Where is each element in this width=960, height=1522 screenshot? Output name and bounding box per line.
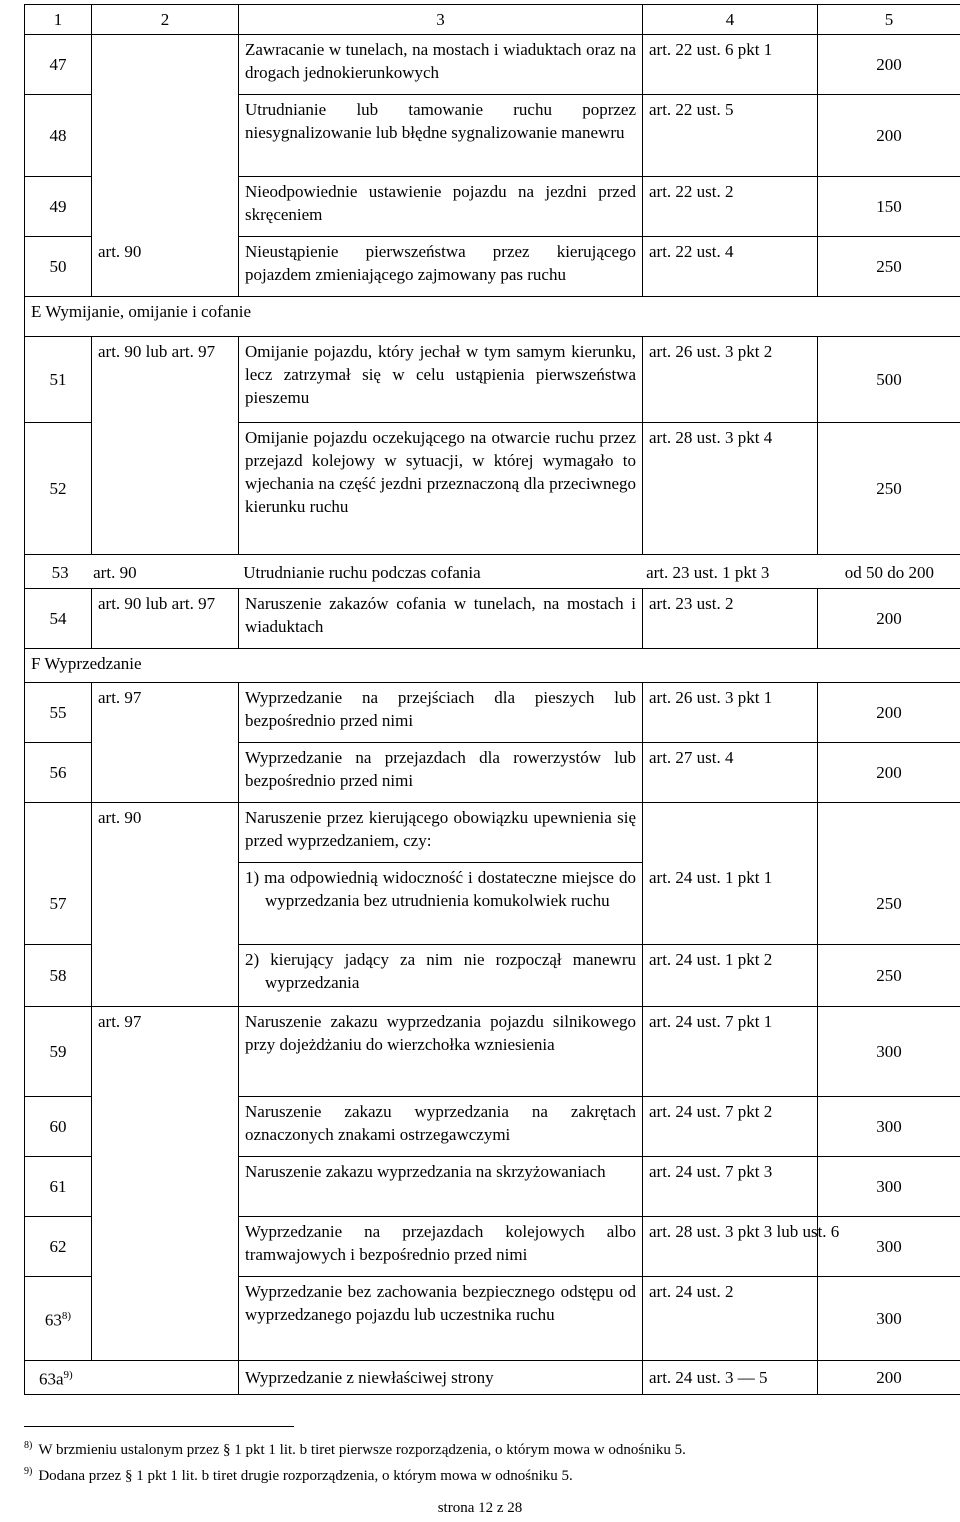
offence-description: Wyprzedzanie na przejściach dla pieszych lub bezpośrednio przed nimi [239, 683, 643, 743]
fine-amount: 250 [818, 863, 960, 945]
footnote-mark: 9) [24, 1466, 33, 1477]
row-number: 49 [25, 177, 92, 237]
legal-basis [92, 1277, 239, 1361]
offence-description: Omijanie pojazdu, który jechał w tym samym kierunku, lecz zatrzymał się w celu ustąpienia pierwszeństwa pieszemu [239, 337, 643, 423]
footnote-text: W brzmieniu ustalonym przez § 1 pkt 1 lit. b tiret pierwsze rozporządzenia, o którym mowa w odnośniku 5. [38, 1442, 686, 1458]
footnote-mark: 8) [24, 1440, 33, 1451]
fine-amount: 250 [818, 237, 960, 297]
row-number: 54 [25, 589, 92, 649]
table-row [25, 1217, 960, 1277]
offence-description: Naruszenie zakazu wyprzedzania na zakrętach oznaczonych znakami ostrzegawczymi [239, 1097, 643, 1157]
legal-basis [92, 743, 239, 803]
row-number: 47 [25, 35, 92, 95]
offence-description: Nieustąpienie pierwszeństwa przez kierującego pojazdem zmieniającego zajmowany pas ruchu [239, 237, 643, 297]
footnote [24, 1436, 686, 1460]
header-cell: 2 [92, 5, 239, 35]
table-row [25, 1277, 960, 1361]
fine-amount: 200 [818, 35, 960, 95]
provision-ref: art. 26 ust. 3 pkt 1 [643, 683, 818, 743]
row-number: 52 [25, 423, 92, 555]
fine-amount: 300 [818, 1157, 960, 1217]
offence-description: Naruszenie zakazu wyprzedzania pojazdu silnikowego przy dojeżdżaniu do wierzchołka wzniesienia [239, 1007, 643, 1097]
offence-description: Naruszenie przez kierującego obowiązku upewnienia się przed wyprzedzaniem, czy: [239, 803, 643, 863]
provision-ref: art. 24 ust. 2 [643, 1277, 818, 1361]
table-header-row [25, 5, 960, 35]
offence-description: Wyprzedzanie bez zachowania bezpiecznego odstępu od wyprzedzanego pojazdu lub uczestnika ruchu [239, 1277, 643, 1361]
section-heading: F Wyprzedzanie [25, 649, 960, 683]
legal-basis [92, 95, 239, 177]
provision-ref: art. 24 ust. 7 pkt 3 [643, 1157, 818, 1217]
section-row [25, 297, 960, 337]
fine-amount: 300 [818, 1007, 960, 1097]
table-row [25, 555, 960, 589]
row-number: 57 [25, 863, 92, 945]
table-row [25, 1157, 960, 1217]
row-number [25, 803, 92, 863]
fine-amount: 200 [818, 1361, 960, 1395]
provision-ref: art. 23 ust. 2 [643, 589, 818, 649]
offence-description: Omijanie pojazdu oczekującego na otwarcie ruchu przez przejazd kolejowy w sytuacji, w której wymagało to wjechania na część jezdni przeznaczoną dla przeciwnego kierunku ruchu [239, 423, 643, 555]
table-row [25, 423, 960, 555]
legal-basis: art. 90 lub art. 97 [92, 589, 239, 649]
offence-description: Wyprzedzanie z niewłaściwej strony [239, 1361, 643, 1395]
table-row [25, 683, 960, 743]
fine-amount: 300 [818, 1277, 960, 1361]
row-number [25, 1361, 239, 1395]
provision-ref: art. 24 ust. 7 pkt 2 [643, 1097, 818, 1157]
page-number: strona 12 z 28 [437, 1500, 523, 1516]
row-number: 58 [25, 945, 92, 1007]
offence-description: Utrudnianie ruchu podczas cofania [243, 563, 481, 582]
legal-basis: art. 90 lub art. 97 [92, 337, 239, 423]
legal-basis: art. 97 [92, 1007, 239, 1097]
table-row [25, 945, 960, 1007]
footnote-text: Dodana przez § 1 pkt 1 lit. b tiret drugie rozporządzenia, o którym mowa w odnośniku 5. [38, 1468, 573, 1484]
provision-ref: art. 24 ust. 3 — 5 [643, 1361, 818, 1395]
legal-basis [92, 35, 239, 95]
row-number: 61 [25, 1157, 92, 1217]
legal-basis [92, 177, 239, 237]
fine-amount: 150 [818, 177, 960, 237]
table-row [25, 803, 960, 863]
row-number: 60 [25, 1097, 92, 1157]
footnote [24, 1462, 573, 1486]
provision-ref: art. 22 ust. 2 [643, 177, 818, 237]
row-number: 56 [25, 743, 92, 803]
sub-item-text: 2) kierujący jadący za nim nie rozpoczął manewru wyprzedzania [245, 950, 636, 992]
header-cell: 5 [818, 5, 960, 35]
legal-basis: art. 90 [93, 563, 137, 582]
fine-amount: 250 [818, 945, 960, 1007]
legal-basis: art. 90 [92, 237, 239, 297]
table-row [25, 1361, 960, 1395]
sub-item-text: 1) ma odpowiednią widoczność i dostateczne miejsce do wyprzedzania bez utrudnienia komukolwiek ruchu [245, 868, 636, 910]
row-number: 53 [51, 563, 69, 582]
footnote-ref: 8) [61, 1310, 72, 1323]
fines-table [24, 4, 960, 1395]
legal-basis [92, 945, 239, 1007]
fine-amount: 200 [818, 743, 960, 803]
provision-ref: art. 28 ust. 3 pkt 3 lub ust. 6 [643, 1217, 818, 1277]
provision-ref: art. 22 ust. 5 [643, 95, 818, 177]
provision-ref: art. 22 ust. 4 [643, 237, 818, 297]
fine-amount: od 50 do 200 [844, 563, 935, 582]
row-number: 55 [25, 683, 92, 743]
fine-amount: 200 [818, 95, 960, 177]
provision-ref: art. 26 ust. 3 pkt 2 [643, 337, 818, 423]
legal-basis [92, 1217, 239, 1277]
header-cell: 3 [239, 5, 643, 35]
provision-ref: art. 23 ust. 1 pkt 3 [646, 563, 770, 582]
offence-description: Wyprzedzanie na przejazdach dla rowerzystów lub bezpośrednio przed nimi [239, 743, 643, 803]
header-cell: 4 [643, 5, 818, 35]
offence-description: Wyprzedzanie na przejazdach kolejowych albo tramwajowych i bezpośrednio przed nimi [239, 1217, 643, 1277]
table-row [25, 95, 960, 177]
row-number: 62 [25, 1217, 92, 1277]
table-row [25, 177, 960, 237]
provision-ref: art. 22 ust. 6 pkt 1 [643, 35, 818, 95]
provision-ref: art. 27 ust. 4 [643, 743, 818, 803]
legal-basis [92, 1097, 239, 1157]
header-cell: 1 [25, 5, 92, 35]
section-row [25, 649, 960, 683]
footnote-ref: 9) [63, 1369, 73, 1382]
table-row [25, 743, 960, 803]
offence-description [239, 945, 643, 1007]
fine-amount [818, 803, 960, 863]
provision-ref: art. 24 ust. 1 pkt 2 [643, 945, 818, 1007]
table-row [25, 1007, 960, 1097]
fine-amount: 300 [818, 1097, 960, 1157]
row-number [25, 1277, 92, 1361]
row-53-cell [25, 555, 960, 589]
offence-description: Nieodpowiednie ustawienie pojazdu na jezdni przed skręceniem [239, 177, 643, 237]
offence-description [239, 863, 643, 945]
provision-ref: art. 24 ust. 1 pkt 1 [643, 863, 818, 945]
row-number: 59 [25, 1007, 92, 1097]
fine-amount: 250 [818, 423, 960, 555]
legal-basis: art. 97 [92, 683, 239, 743]
fine-amount: 200 [818, 589, 960, 649]
table-row [25, 589, 960, 649]
row-number: 48 [25, 95, 92, 177]
legal-basis [92, 1157, 239, 1217]
offence-description: Zawracanie w tunelach, na mostach i wiaduktach oraz na drogach jednokierunkowych [239, 35, 643, 95]
section-heading: E Wymijanie, omijanie i cofanie [25, 297, 960, 337]
fine-amount: 300 [818, 1217, 960, 1277]
fine-amount: 200 [818, 683, 960, 743]
table-row [25, 863, 960, 945]
legal-basis [92, 863, 239, 945]
offence-description: Naruszenie zakazu wyprzedzania na skrzyżowaniach [239, 1157, 643, 1217]
provision-ref: art. 28 ust. 3 pkt 4 [643, 423, 818, 555]
offence-description: Utrudnianie lub tamowanie ruchu poprzez niesygnalizowanie lub błędne sygnalizowanie manewru [239, 95, 643, 177]
provision-ref [643, 803, 818, 863]
table-row [25, 35, 960, 95]
row-number-text: 63 [44, 1310, 62, 1330]
table-row [25, 337, 960, 423]
legal-basis [92, 423, 239, 555]
legal-basis: art. 90 [92, 803, 239, 863]
table-row [25, 1097, 960, 1157]
row-number-text: 63a [39, 1369, 64, 1389]
fine-amount: 500 [818, 337, 960, 423]
provision-ref: art. 24 ust. 7 pkt 1 [643, 1007, 818, 1097]
row-number: 51 [25, 337, 92, 423]
offence-description: Naruszenie zakazów cofania w tunelach, na mostach i wiaduktach [239, 589, 643, 649]
table-row [25, 237, 960, 297]
footnote-separator [24, 1426, 294, 1427]
row-number: 50 [25, 237, 92, 297]
